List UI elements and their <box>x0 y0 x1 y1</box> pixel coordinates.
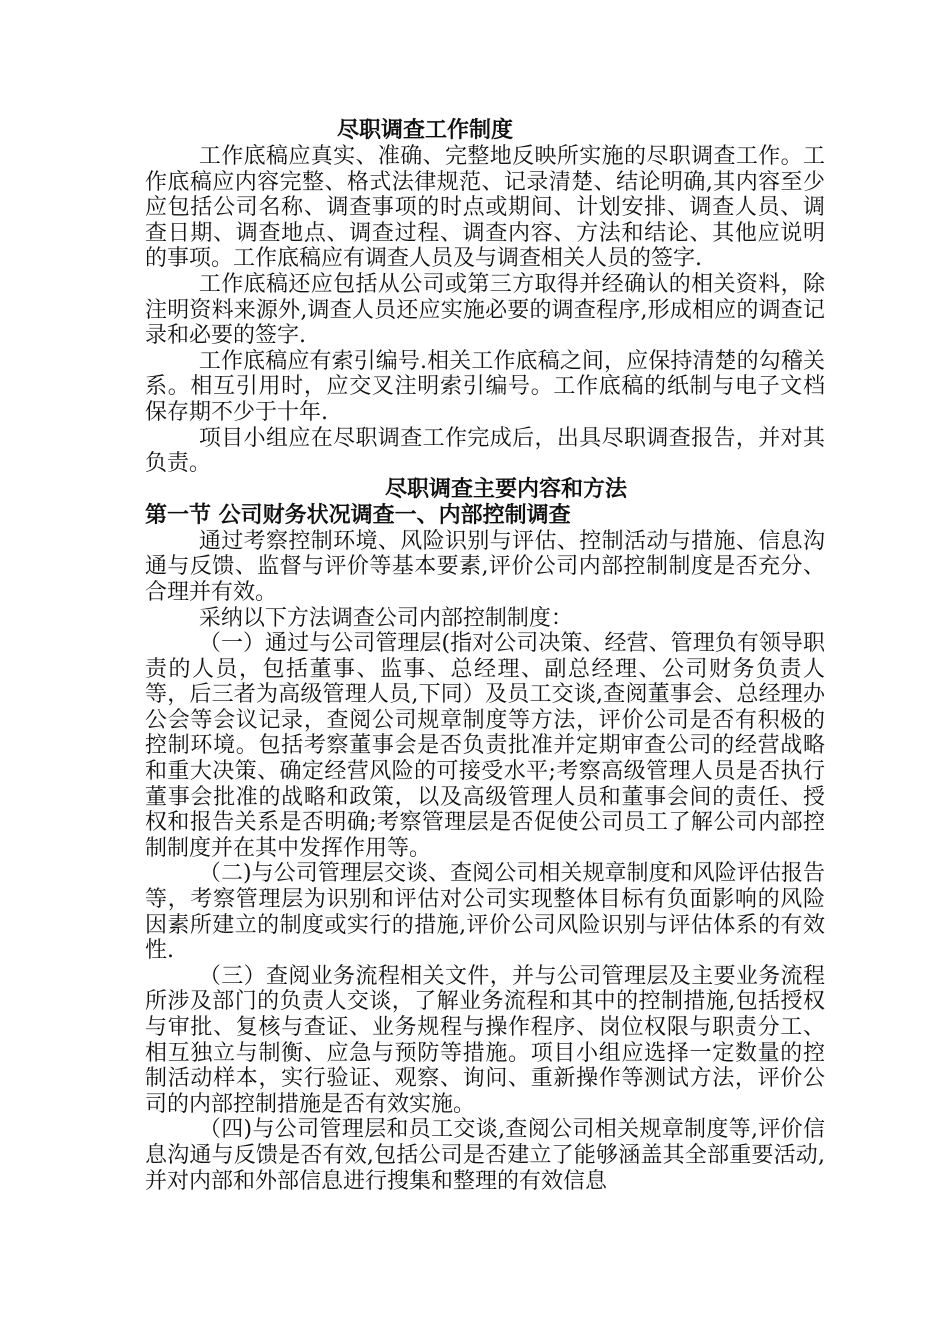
paragraph: （二)与公司管理层交谈、查阅公司相关规章制度和风险评估报告等，考察管理层为识别和评估对公司实现整体目标有负面影响的风险因素所建立的制度或实行的措施,评价公司风险识别与评估体系的有效性. <box>145 861 825 964</box>
document-page <box>145 118 825 1194</box>
title-due-diligence-rules: 尽职调查工作制度 <box>337 118 514 143</box>
paragraph: 工作底稿应真实、准确、完整地反映所实施的尽职调查工作。工作底稿应内容完整、格式法律规范、记录清楚、结论明确,其内容至少应包括公司名称、调查事项的时点或期间、计划安排、调查人员、调查日期、调查地点、调查过程、调查内容、方法和结论、其他应说明的事项。工作底稿应有调查人员及与调查相关人员的签字. <box>145 144 825 272</box>
paragraph: （四)与公司管理层和员工交谈,查阅公司相关规章制度等,评价信息沟通与反馈是否有效,包括公司是否建立了能够涵盖其全部重要活动,并对内部和外部信息进行搜集和整理的有效信息 <box>145 1117 825 1194</box>
paragraph: 项目小组应在尽职调查工作完成后，出具尽职调查报告，并对其负责。 <box>145 425 825 477</box>
paragraph: （一）通过与公司管理层(指对公司决策、经营、管理负有领导职责的人员，包括董事、监事、总经理、副总经理、公司财务负责人等，后三者为高级管理人员,下同）及员工交谈,查阅董事会、总经理办公会等会议记录，查阅公司规章制度等方法，评价公司是否有积极的控制环境。包括考察董事会是否负责批准并定期审查公司的经营战略和重大决策、确定经营风险的可接受水平;考察高级管理人员是否执行董事会批准的战略和政策，以及高级管理人员和董事会间的责任、授权和报告关系是否明确;考察管理层是否促使公司员工了解公司内部控制制度并在其中发挥作用等。 <box>145 631 825 861</box>
paragraph: （三）查阅业务流程相关文件，并与公司管理层及主要业务流程所涉及部门的负责人交谈，了解业务流程和其中的控制措施,包括授权与审批、复核与查证、业务规程与操作程序、岗位权限与职责分工、相互独立与制衡、应急与预防等措施。项目小组应选择一定数量的控制活动样本，实行验证、观察、询问、重新操作等测试方法，评价公司的内部控制措施是否有效实施。 <box>145 963 825 1117</box>
paragraph: 通过考察控制环境、风险识别与评估、控制活动与措施、信息沟通与反馈、监督与评价等基本要素,评价公司内部控制制度是否充分、合理并有效。 <box>145 528 825 605</box>
section-heading: 第一节 公司财务状况调查一、内部控制调查 <box>145 502 571 528</box>
title-main-content-methods: 尽职调查主要内容和方法 <box>385 476 628 502</box>
paragraph: 工作底稿还应包括从公司或第三方取得并经确认的相关资料，除注明资料来源外,调查人员还应实施必要的调查程序,形成相应的调查记录和必要的签字. <box>145 271 825 349</box>
paragraph: 工作底稿应有索引编号.相关工作底稿之间，应保持清楚的勾稽关系。相互引用时，应交叉注明索引编号。工作底稿的纸制与电子文档保存期不少于十年. <box>145 348 825 425</box>
paragraph: 采纳以下方法调查公司内部控制制度： <box>198 605 573 631</box>
